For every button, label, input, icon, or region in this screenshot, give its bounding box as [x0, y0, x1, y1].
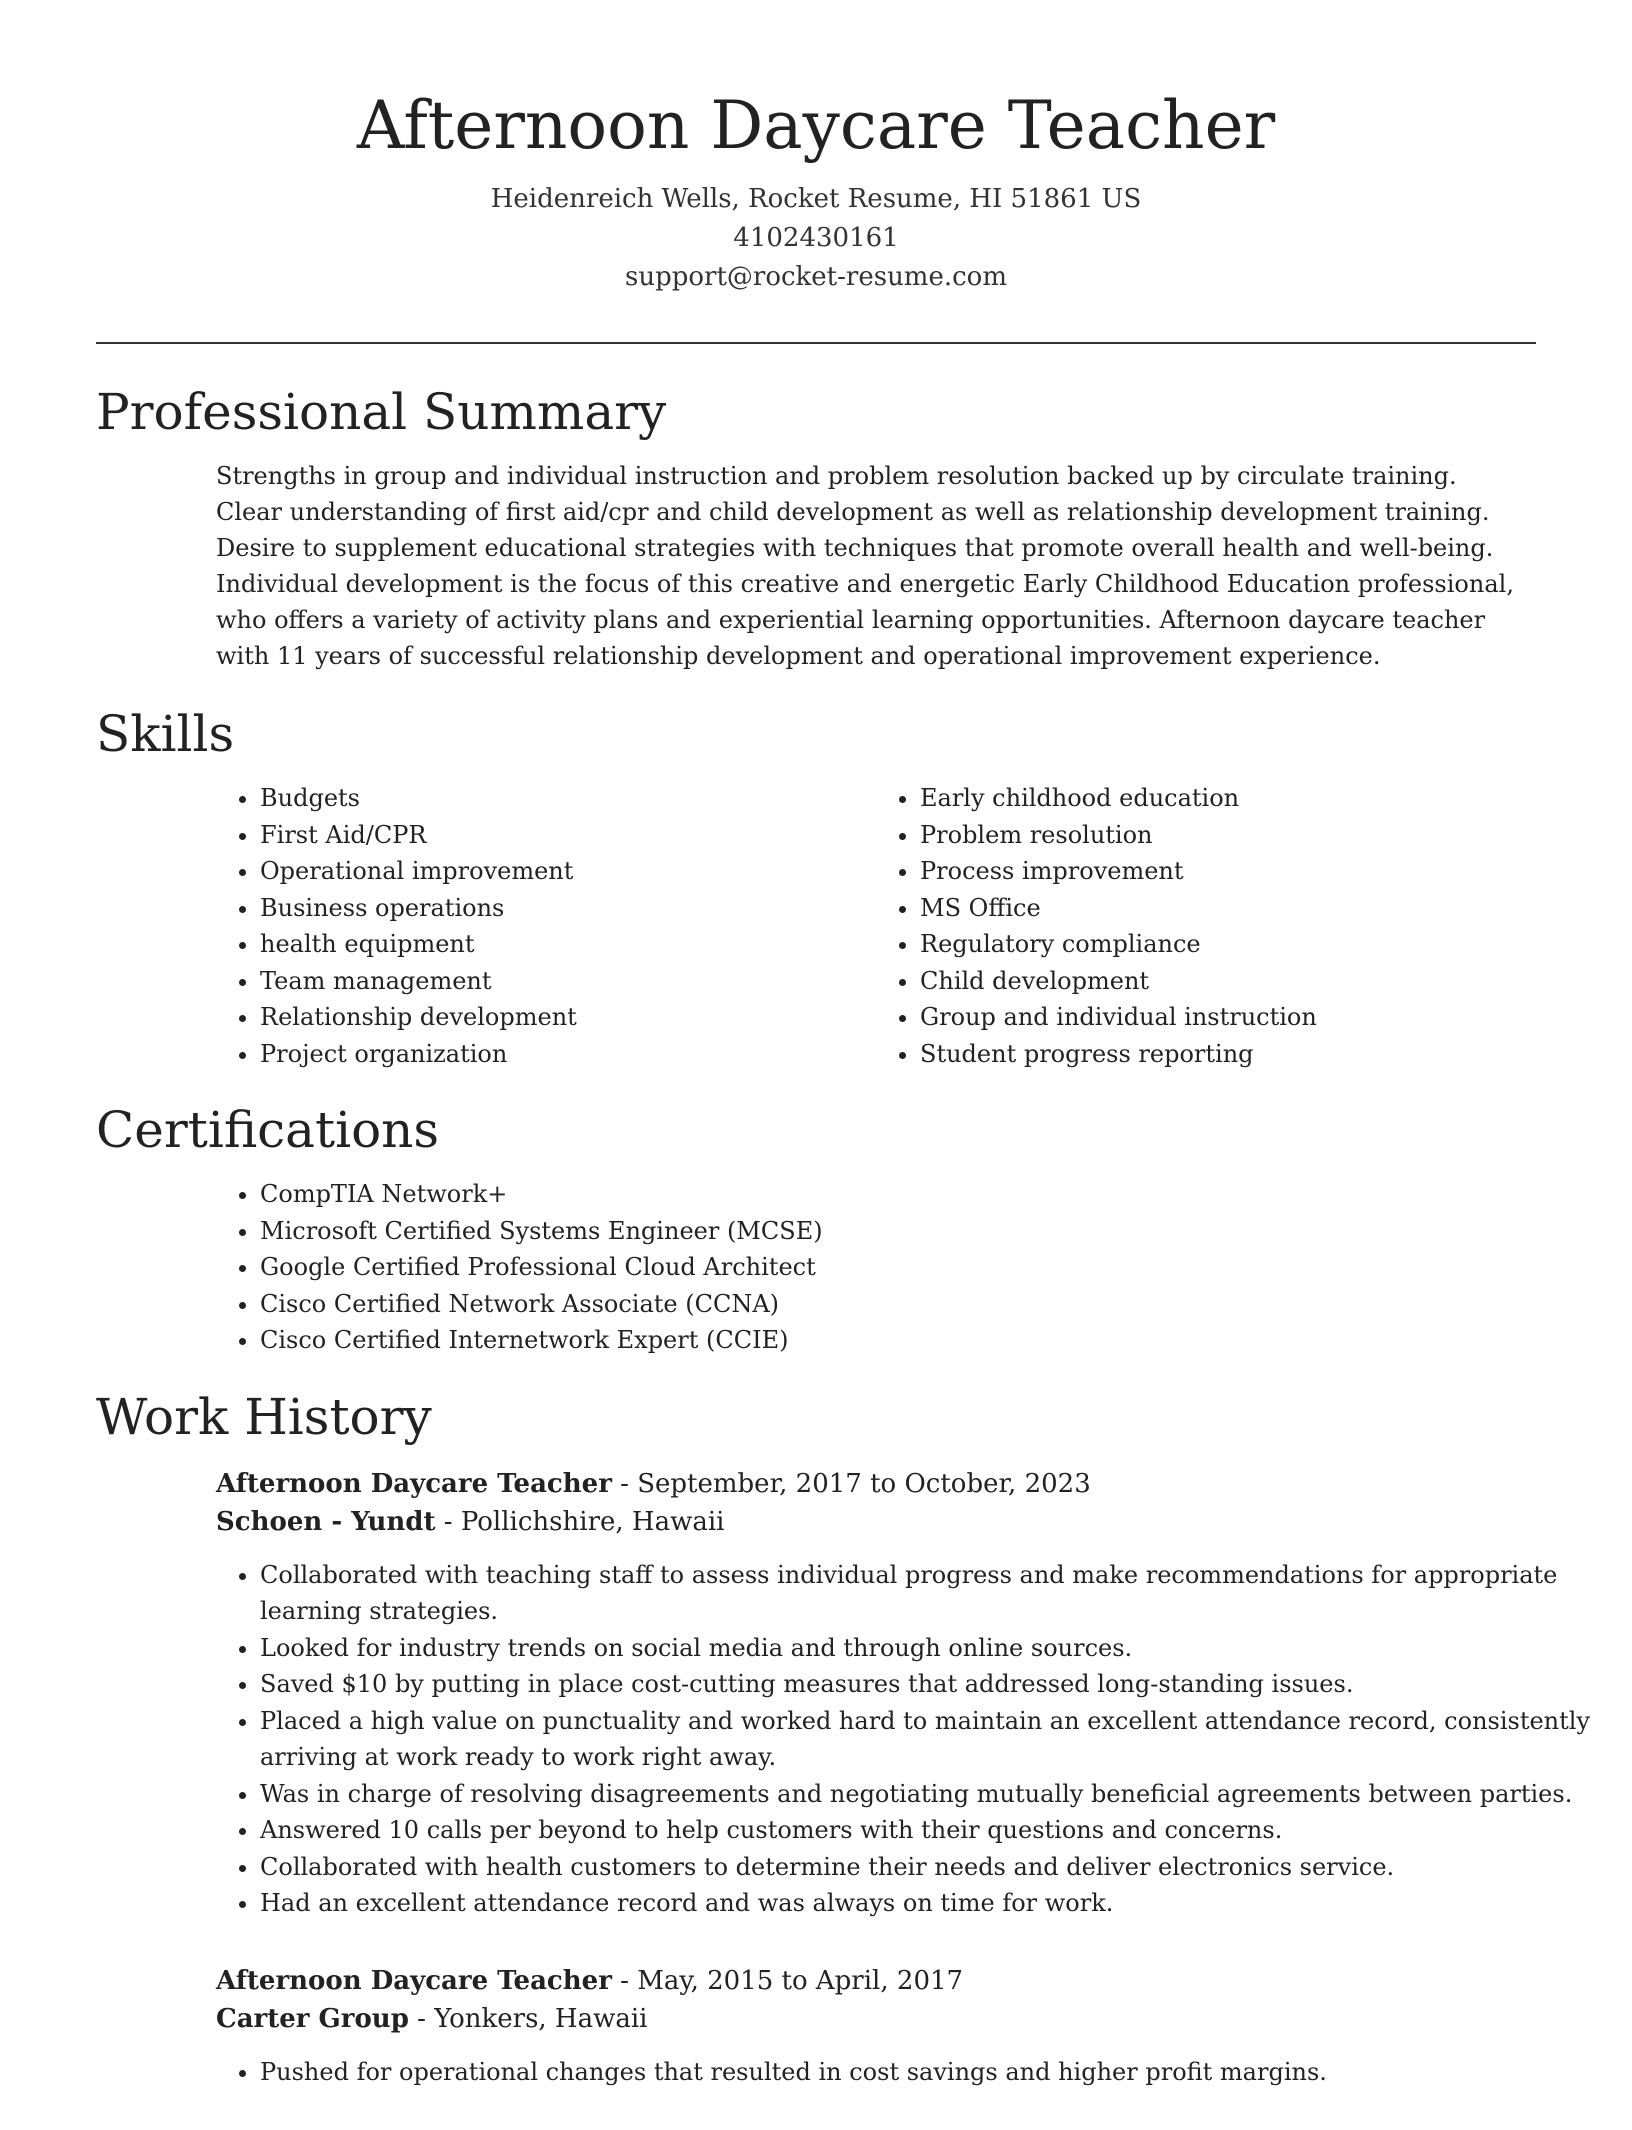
job-company-line	[216, 2000, 1536, 2038]
job-title: Afternoon Daycare Teacher	[216, 1965, 612, 1996]
resume-header	[0, 0, 1632, 297]
email: support@rocket-resume.com	[624, 262, 1007, 292]
certification-item: • Microsoft Certified Systems Engineer (MCSE)	[260, 1213, 1536, 1250]
certification-item: • CompTIA Network+	[260, 1176, 1536, 1213]
summary-text: Strengths in group and individual instruction and problem resolution backed up by circulate training. Clear understanding of first aid/cpr and child development as well as relationship development training. Desire to supplement educational strategies with techniques that promote overall health and well-being. Individual development is the focus of this creative and energetic Early Childhood Education professional, who offers a variety of activity plans and experiential learning opportunities. Afternoon daycare teacher with 11 years of successful relationship development and operational improvement experience.	[216, 462, 1514, 670]
job-title-line	[216, 1465, 1536, 1503]
certification-item: • Cisco Certified Network Associate (CCNA)	[260, 1286, 1536, 1323]
certification-item: • Google Certified Professional Cloud Architect	[260, 1249, 1536, 1286]
header-divider	[96, 342, 1536, 344]
address: Heidenreich Wells, Rocket Resume, HI 51861 US	[490, 184, 1142, 214]
phone: 4102430161	[733, 223, 899, 253]
certifications-heading: Certifications	[96, 1101, 440, 1159]
job-bullet: • Saved $10 by putting in place cost-cutting measures that addressed long-standing issues.	[260, 1666, 1632, 1703]
skill-item: • Operational improvement	[260, 853, 876, 890]
skill-item: • MS Office	[920, 890, 1536, 927]
job-dates: - May, 2015 to April, 2017	[611, 1965, 964, 1996]
job-dates: - September, 2017 to October, 2023	[611, 1468, 1091, 1499]
skill-item: • Regulatory compliance	[920, 926, 1536, 963]
work-history-section	[96, 1381, 1591, 2091]
skill-item: • health equipment	[260, 926, 876, 963]
skills-left-list	[216, 780, 876, 1072]
skill-item: • Child development	[920, 963, 1536, 1000]
skill-item: • Project organization	[260, 1036, 876, 1073]
skill-item: • Budgets	[260, 780, 876, 817]
skill-item: • Problem resolution	[920, 817, 1536, 854]
job-bullet: • Looked for industry trends on social media and through online sources.	[260, 1630, 1632, 1667]
skills-right-list	[876, 780, 1536, 1072]
job-bullet: • Collaborated with teaching staff to assess individual progress and make recommendations for appropriate learning strategies.	[260, 1557, 1632, 1630]
skill-item: • Early childhood education	[920, 780, 1536, 817]
job-title-line	[216, 1962, 1536, 2000]
skill-item: • First Aid/CPR	[260, 817, 876, 854]
skill-item: • Relationship development	[260, 999, 876, 1036]
job-location: - Pollichshire, Hawaii	[435, 1506, 725, 1537]
skills-columns	[216, 780, 1536, 1072]
certifications-list	[216, 1176, 1536, 1359]
job-entry	[216, 1465, 1591, 1922]
skill-item: • Group and individual instruction	[920, 999, 1536, 1036]
skill-item: • Team management	[260, 963, 876, 1000]
job-bullet: • Answered 10 calls per beyond to help customers with their questions and concerns.	[260, 1812, 1632, 1849]
job-company-line	[216, 1503, 1536, 1541]
skill-item: • Process improvement	[920, 853, 1536, 890]
job-entry	[216, 1962, 1536, 2091]
job-bullet: • Had an excellent attendance record and was always on time for work.	[260, 1885, 1632, 1922]
job-bullet: • Was in charge of resolving disagreements and negotiating mutually beneficial agreements between parties.	[260, 1776, 1632, 1813]
job-bullets	[216, 1557, 1632, 1922]
job-company: Carter Group	[216, 2003, 409, 2034]
job-bullet: • Placed a high value on punctuality and worked hard to maintain an excellent attendance record, consistently arriving at work ready to work right away.	[260, 1703, 1632, 1776]
skills-heading: Skills	[96, 705, 235, 763]
skill-item: • Business operations	[260, 890, 876, 927]
job-title: Afternoon Daycare Teacher	[216, 1468, 612, 1499]
certifications-section	[96, 1094, 1536, 1359]
job-bullets	[216, 2054, 1632, 2091]
job-company: Schoen - Yundt	[216, 1506, 436, 1537]
job-bullet: • Collaborated with health customers to determine their needs and deliver electronics service.	[260, 1849, 1632, 1886]
resume-content	[96, 376, 1591, 2130]
work-history-heading: Work History	[96, 1387, 432, 1446]
skills-section	[96, 698, 1536, 1072]
job-bullet: • Pushed for operational changes that resulted in cost savings and higher profit margins.	[260, 2054, 1632, 2091]
summary-heading: Professional Summary	[96, 383, 667, 441]
skill-item: • Student progress reporting	[920, 1036, 1536, 1073]
contact-info	[0, 180, 1632, 297]
summary-section	[96, 376, 1536, 674]
job-location: - Yonkers, Hawaii	[408, 2003, 648, 2034]
candidate-name: Afternoon Daycare Teacher	[356, 87, 1276, 164]
certification-item: • Cisco Certified Internetwork Expert (CCIE)	[260, 1322, 1536, 1359]
